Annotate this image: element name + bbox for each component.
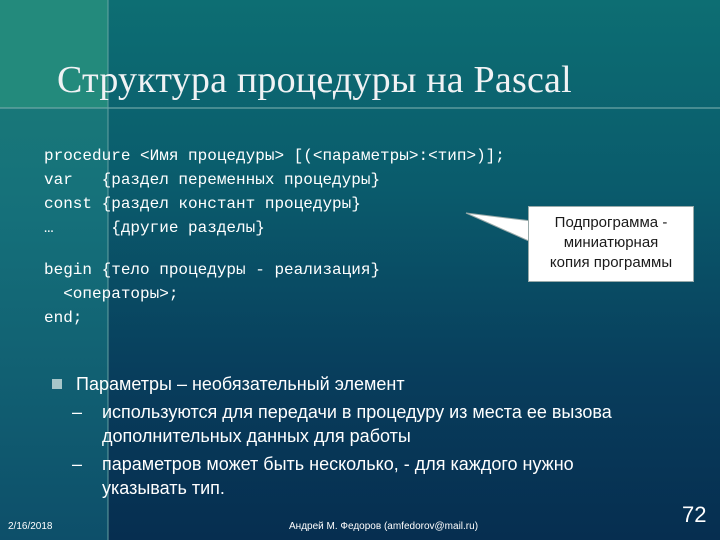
- code-line: begin {тело процедуры - реализация}: [44, 261, 381, 279]
- code-line: const {раздел констант процедуры}: [44, 195, 361, 213]
- callout-line: миниатюрная: [563, 234, 659, 251]
- callout-line: Подпрограмма -: [554, 214, 668, 231]
- code-line: var {раздел переменных процедуры}: [44, 171, 381, 189]
- bullet-list: [52, 372, 692, 500]
- callout-line: копия программы: [549, 254, 673, 271]
- dash-icon: –: [72, 454, 83, 474]
- code-line: … {другие разделы}: [44, 219, 265, 237]
- sub-bullet-text: дополнительных данных для работы: [102, 426, 411, 446]
- sub-bullet-text: указывать тип.: [102, 478, 225, 498]
- dash-icon: –: [72, 402, 83, 422]
- footer-author: Андрей М. Федоров (amfedorov@mail.ru): [289, 521, 479, 532]
- code-line-blank: [44, 240, 505, 258]
- sub-bullet-text: используются для передачи в процедуру из места ее вызова: [102, 402, 612, 422]
- square-bullet-icon: [52, 379, 62, 389]
- sub-bullet-item: [52, 452, 692, 500]
- footer-date: 2/16/2018: [8, 521, 53, 532]
- slide-title: Структура процедуры на Pascal: [57, 59, 572, 101]
- code-block: [44, 144, 505, 330]
- sub-bullet-item: [52, 400, 692, 448]
- bullet-text: Параметры – необязательный элемент: [76, 374, 405, 394]
- sub-bullet-text: параметров может быть несколько, - для каждого нужно: [102, 454, 574, 474]
- code-line: procedure <Имя процедуры> [(<параметры>:<тип>)];: [44, 147, 505, 165]
- callout-box: [528, 206, 694, 282]
- page-number: 72: [682, 502, 707, 527]
- code-line: <операторы>;: [44, 285, 179, 303]
- code-line: end;: [44, 309, 83, 327]
- bullet-item: [52, 372, 692, 396]
